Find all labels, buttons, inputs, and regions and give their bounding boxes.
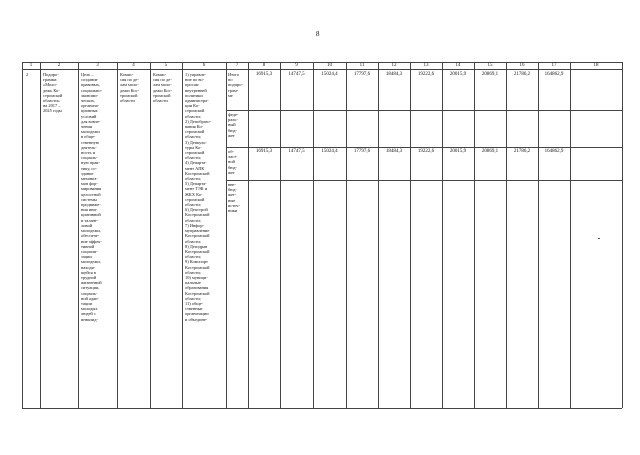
- column-header: 15: [487, 63, 493, 68]
- regional-value: 20869,1: [481, 149, 499, 154]
- column-header: 18: [593, 63, 599, 68]
- col-border: [313, 62, 314, 408]
- regional-value: 19222,6: [417, 149, 435, 154]
- coordinator: Комис- сия по де- лам моло- дежи Кос- тромской области: [120, 72, 140, 104]
- total-value: 16915,3: [255, 72, 273, 77]
- total-value: 20869,1: [481, 72, 499, 77]
- source-divider-3: [226, 180, 622, 181]
- row-number: 2: [26, 72, 29, 77]
- col-border: [226, 62, 227, 408]
- col-border: [182, 62, 183, 408]
- total-value: 164862,9: [544, 72, 564, 77]
- source-divider-2: [226, 147, 622, 148]
- regional-value: 14747,5: [288, 149, 305, 154]
- regional-value: 16915,3: [255, 149, 273, 154]
- total-value: 14747,5: [288, 72, 305, 77]
- column-header: 13: [423, 63, 429, 68]
- column-header: 14: [455, 63, 461, 68]
- col-border: [22, 62, 23, 408]
- column-header: 7: [235, 63, 239, 68]
- total-value: 21786,2: [513, 72, 531, 77]
- source-total: Итого по подпро- грам- ме: [228, 72, 243, 98]
- regional-value: 21786,2: [513, 149, 531, 154]
- scan-speck: [598, 238, 600, 239]
- col-border: [474, 62, 475, 408]
- regional-value: 15024,4: [321, 149, 338, 154]
- column-header: 4: [132, 63, 135, 68]
- subprogram-goal: Цель – создание правовых, социально- экономи- ческих, организа- ционных условий для вовле- чения молодежи в обще- ственную деятель- ность и социаль- ную прак- тику, со- здание механиз- мов фор- мирования целостной системы продвиже- ния ини- циативной и талант- ливой молодежи, обеспече- ние эффек- тивной социали- зации молодежи, находя- щейся в трудной жизненной ситуации, социаль- ной адап- тации молодых людей с инвалид-: [81, 72, 103, 322]
- total-value: 17797,6: [353, 72, 371, 77]
- col-border: [410, 62, 411, 408]
- col-border: [280, 62, 281, 408]
- source-extrabudgetary: вне- бюд- жет- ные источ- ники: [228, 182, 240, 214]
- col-border: [346, 62, 347, 408]
- col-border: [538, 62, 539, 408]
- column-header: 8: [262, 63, 266, 68]
- column-header: 16: [519, 63, 525, 68]
- col-border: [78, 62, 79, 408]
- col-border: [150, 62, 151, 408]
- column-header: 10: [327, 63, 332, 68]
- col-border: [378, 62, 379, 408]
- source-divider-1: [226, 110, 622, 111]
- source-federal: феде- раль- ный бюд- жет: [228, 112, 239, 138]
- column-header: 17: [551, 63, 557, 68]
- table-bottom-border: [22, 408, 622, 409]
- column-header: 2: [57, 63, 61, 68]
- regional-value: 164862,9: [544, 149, 564, 154]
- total-value: 20015,9: [449, 72, 467, 77]
- column-header: 9: [295, 63, 298, 68]
- column-header: 12: [391, 63, 397, 68]
- col-border: [506, 62, 507, 408]
- col-border: [570, 62, 571, 408]
- column-header: 1: [29, 63, 33, 68]
- regional-value: 18484,3: [385, 149, 403, 154]
- column-header: 6: [202, 63, 206, 68]
- column-header: 3: [96, 63, 99, 68]
- col-border: [248, 62, 249, 408]
- subprogram-name: Подпро- грамма «Моло- дежь Ко- стромской области» на 2017 – 2025 годы: [43, 72, 63, 114]
- source-regional: об- ласт- ной бюд- жет: [228, 149, 238, 175]
- column-header: 5: [164, 63, 168, 68]
- total-value: 19222,6: [417, 72, 435, 77]
- col-border: [40, 62, 41, 408]
- page-number: 8: [316, 30, 320, 38]
- col-border: [442, 62, 443, 408]
- column-header: 11: [359, 63, 365, 68]
- col-border: [622, 62, 623, 408]
- total-value: 18484,3: [385, 72, 403, 77]
- regional-value: 20015,9: [449, 149, 467, 154]
- header-bottom-border: [22, 69, 622, 70]
- total-value: 15024,4: [321, 72, 338, 77]
- responsible-executor: Комис- сия по де- лам моло- дежи Кос- тромской области: [153, 72, 173, 104]
- col-border: [117, 62, 118, 408]
- regional-value: 17797,6: [353, 149, 371, 154]
- participants: 1) управле- ние по во- просам внутренней политики администра- ции Ко- стромской области; 2) Депобразо- вания Ко- стромской области; 3) Депкуль- туры Ко- стромской области; 4) Департа- мент АПК Костромской области; 5) Департа- мент ТЭК и ЖКХ Ко- стромской области; 6) Депстрой Костромской области; 7) Инфор- муправление Костромской области; 8) Депздрав Костромской области; 9) Комспорт Костромской области; 10) муници- пальные образования Костромской области; 11) обще- ственные организации и объедине-: [185, 72, 212, 322]
